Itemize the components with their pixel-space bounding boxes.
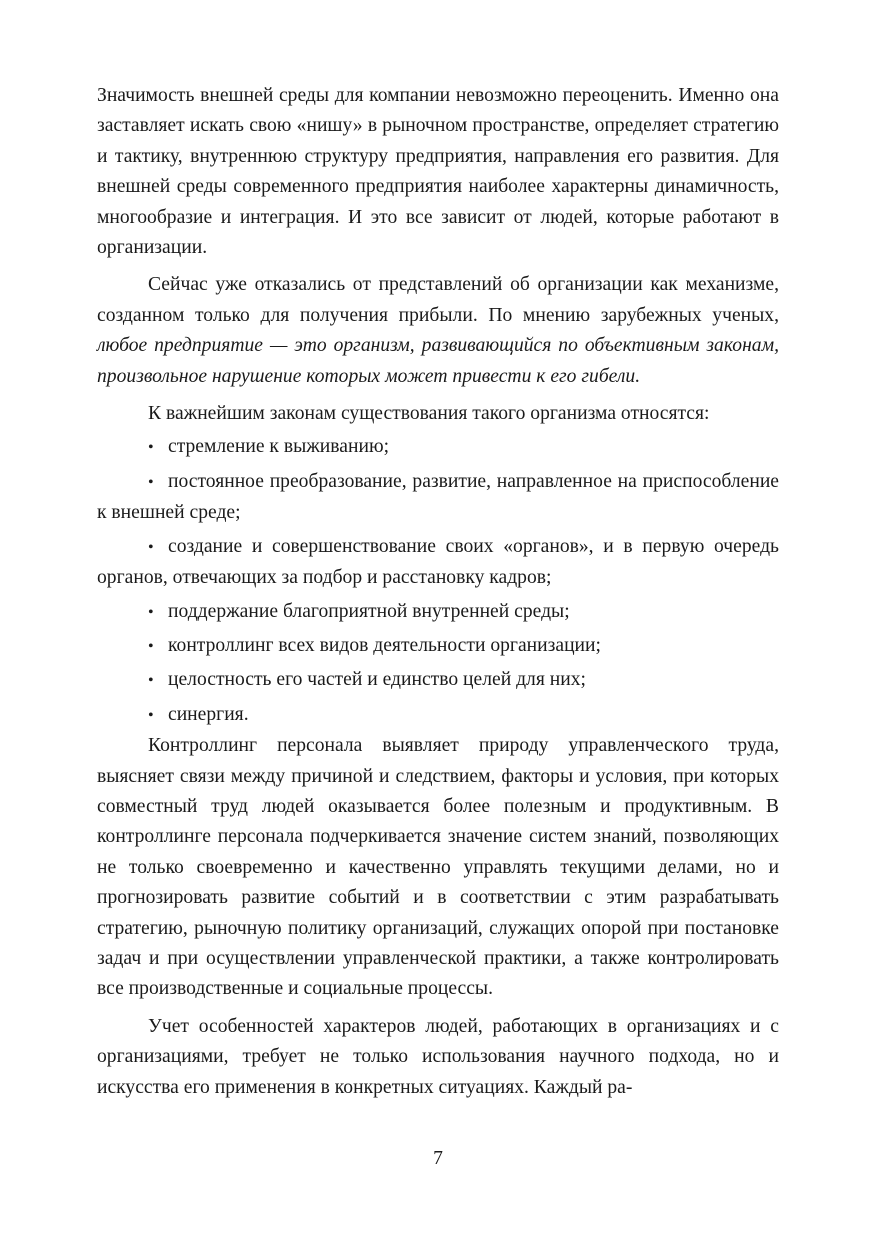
- bullet-icon: •: [148, 439, 154, 457]
- bullet-item: [97, 665, 779, 696]
- bullet-item: [97, 597, 779, 628]
- bullet-item: [97, 700, 779, 731]
- paragraph-character-features: Учет особенностей характеров людей, работающих в организациях и с организациями, требует не только использования научного подхода, но и искусства его применения в конкретных ситуациях. Каждый ра-: [97, 1015, 779, 1098]
- page-body: [97, 81, 779, 1103]
- paragraph-external-environment: Значимость внешней среды для компании невозможно переоценить. Именно она заставляет искать свою «нишу» в рыночном пространстве, определяет стратегию и тактику, внутреннюю структуру предприятия, направления его развития. Для внешней среды современного предприятия наиболее характерны динамичность, многообразие и интеграция. И это все зависит от людей, которые работают в организации.: [97, 85, 779, 259]
- paragraph-organism-view: [97, 270, 779, 392]
- bullet-text: создание и совершенствование своих «органов», и в первую очередь органов, отвечающих за подбор и расстановку кадров;: [97, 535, 779, 589]
- bullet-icon: •: [148, 672, 154, 690]
- bullet-icon: •: [148, 538, 154, 556]
- paragraph-laws-intro: К важнейшим законам существования такого организма относятся:: [148, 403, 710, 425]
- paragraph-personnel-controlling: Контроллинг персонала выявляет природу управленческого труда, выясняет связи между причиной и следствием, факторы и условия, при которых совместный труд людей оказывается более полезным и продуктивным. В контроллинге персонала подчеркивается значение систем знаний, позволяющих не только своевременно и качественно управлять текущими делами, но и прогнозировать развитие событий и в соответствии с этим разрабатывать стратегию, рыночную политику организаций, служащих опорой при постановке задач и при осуществлении управленческой практики, а также контролировать все производственные и социальные процессы.: [97, 735, 779, 1000]
- bullet-text: синергия.: [168, 703, 249, 725]
- bullet-item: [97, 532, 779, 594]
- bullet-icon: •: [148, 706, 154, 724]
- bullet-text: постоянное преобразование, развитие, направленное на приспособление к внешней среде;: [97, 470, 779, 524]
- bullet-item: [97, 631, 779, 662]
- page-number: 7: [433, 1148, 443, 1169]
- paragraph-organism-view-text: Сейчас уже отказались от представлений об организации как механизме, созданном только для получения прибыли. По мнению зарубежных ученых,: [97, 274, 779, 326]
- bullet-text: стремление к выживанию;: [168, 436, 390, 458]
- paragraph-organism-view-italic: любое предприятие — это организм, развивающийся по объективным законам, произвольное нарушение которых может привести к его гибели.: [97, 335, 779, 387]
- bullet-text: целостность его частей и единство целей для них;: [168, 669, 586, 691]
- bullet-icon: •: [148, 637, 154, 655]
- bullet-text: контроллинг всех видов деятельности организации;: [168, 634, 601, 656]
- bullet-icon: •: [148, 603, 154, 621]
- bullet-text: поддержание благоприятной внутренней среды;: [168, 600, 570, 622]
- bullet-icon: •: [148, 473, 154, 491]
- bullet-item: [97, 467, 779, 529]
- bullet-item: [97, 432, 779, 463]
